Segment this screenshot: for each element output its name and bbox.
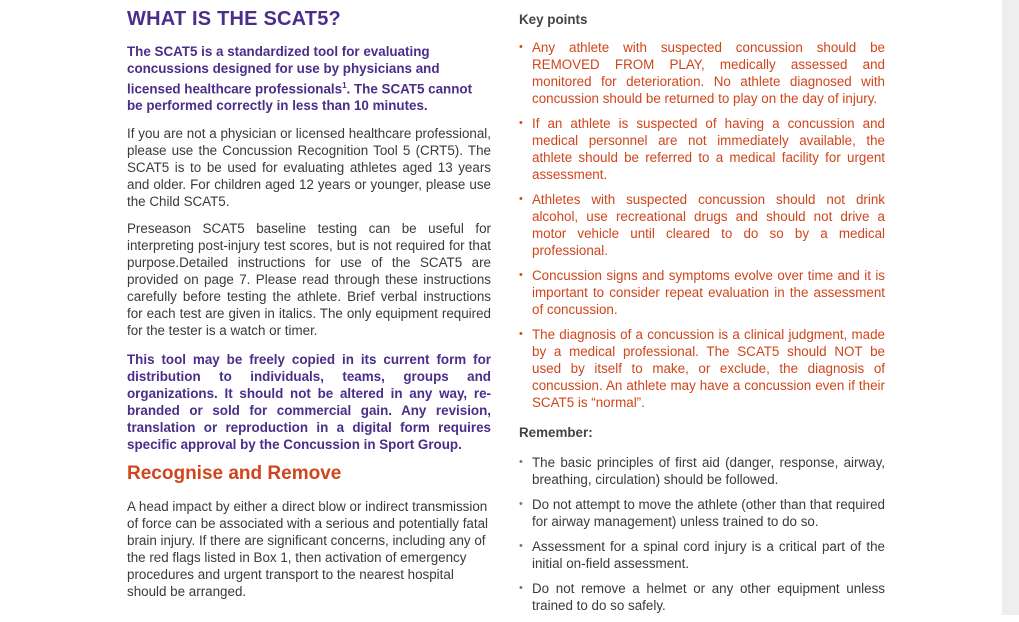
bullet-icon: • [519, 540, 523, 552]
key-point-text: If an athlete is suspected of having a concussion and medical personnel are not immediately available, the athlete should be referred to a medical facility for urgent assessment. [532, 116, 885, 182]
list-item [519, 267, 885, 318]
key-point-text: Concussion signs and symptoms evolve over time and it is important to consider repeat evaluation in the assessment of concussion. [532, 268, 885, 317]
list-item [519, 191, 885, 259]
bullet-icon: • [519, 193, 523, 205]
list-item [519, 496, 885, 530]
list-item [519, 39, 885, 107]
copyright-notice: This tool may be freely copied in its current form for distribution to individuals, teams, groups and organizations. It should not be altered in any way, re-branded or sold for commercial gain. Any revision, translation or reproduction in a digital form requires specific approval by the Concussion in Sport Group. [127, 352, 491, 453]
list-item [519, 538, 885, 572]
bullet-icon: • [519, 41, 523, 53]
key-points-list [519, 39, 885, 411]
left-column [127, 8, 491, 600]
key-point-text: Athletes with suspected concussion should not drink alcohol, use recreational drugs and should not drive a motor vehicle until cleared to do so by a medical professional. [532, 192, 885, 258]
remember-heading: Remember: [519, 425, 593, 440]
list-item [519, 115, 885, 183]
baseline-paragraph: Preseason SCAT5 baseline testing can be useful for interpreting post-injury test scores, but is not required for that purpose.Detailed instructions for use of the SCAT5 are provided on page 7. Please read through these instructions carefully before testing the athlete. Brief verbal instructions for each test are given in italics. The only equipment required for the tester is a watch or timer. [127, 221, 491, 339]
section-title: Recognise and Remove [127, 463, 342, 485]
bullet-icon: • [519, 498, 523, 510]
bullet-icon: • [519, 117, 523, 129]
remember-text: Do not attempt to move the athlete (other than that required for airway management) unless trained to do so. [532, 497, 885, 529]
list-item [519, 326, 885, 411]
intro-paragraph [127, 43, 491, 114]
bullet-icon: • [519, 269, 523, 281]
section-paragraph: A head impact by either a direct blow or indirect transmission of force can be associated with a serious and potentially fatal brain injury. If there are significant concerns, including any of the red flags listed in Box 1, then activation of emergency procedures and urgent transport to the nearest hospital should be arranged. [127, 499, 489, 600]
usage-paragraph: If you are not a physician or licensed healthcare professional, please use the Concussion Recognition Tool 5 (CRT5). The SCAT5 is to be used for evaluating athletes aged 13 years and older. For children aged 12 years or younger, please use the Child SCAT5. [127, 126, 491, 210]
remember-list [519, 454, 885, 614]
intro-text-b: . The SCAT5 cannot be performed correctly in less than 10 minutes. [127, 81, 473, 114]
intro-text-a: The SCAT5 is a standardized tool for evaluating concussions designed for use by physicians and licensed healthcare professionals [127, 44, 440, 97]
footnote-marker: 1 [342, 81, 347, 90]
remember-text: Do not remove a helmet or any other equipment unless trained to do so safely. [532, 581, 885, 613]
list-item [519, 580, 885, 614]
remember-text: Assessment for a spinal cord injury is a critical part of the initial on-field assessment. [532, 539, 885, 571]
key-points-heading: Key points [519, 12, 588, 27]
bullet-icon: • [519, 328, 523, 340]
page-edge [1002, 0, 1019, 615]
bullet-icon: • [519, 582, 523, 594]
list-item [519, 454, 885, 488]
remember-text: The basic principles of first aid (danger, response, airway, breathing, circulation) should be followed. [532, 455, 885, 487]
key-point-text: Any athlete with suspected concussion should be REMOVED FROM PLAY, medically assessed and monitored for deterioration. No athlete diagnosed with concussion should be returned to play on the day of injury. [532, 40, 885, 106]
page-title: WHAT IS THE SCAT5? [127, 8, 341, 30]
key-point-text: The diagnosis of a concussion is a clinical judgment, made by a medical professional. The SCAT5 should NOT be used by itself to make, or exclude, the diagnosis of concussion. An athlete may have a concussion even if their SCAT5 is “normal”. [532, 327, 885, 410]
right-column [519, 12, 885, 622]
bullet-icon: • [519, 456, 523, 468]
